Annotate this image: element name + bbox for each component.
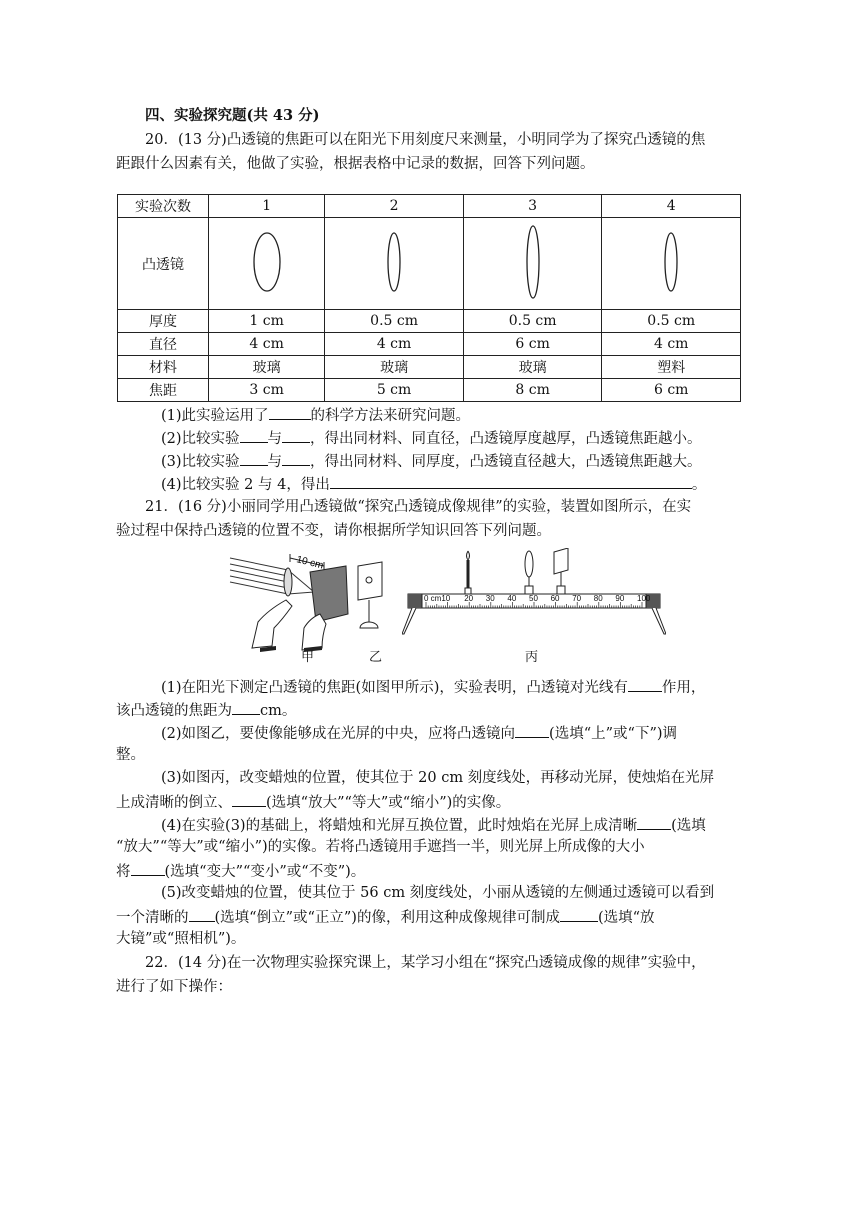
- row-thickness-label: 厚度: [118, 310, 209, 333]
- q20-intro-line1: 20．(13 分)凸透镜的焦距可以在阳光下用刻度尺来测量，小明同学为了探究凸透镜的焦: [145, 132, 706, 148]
- table-cell: 0.5 cm: [463, 310, 602, 333]
- row-focal-length-label: 焦距: [118, 379, 209, 402]
- q21-intro-line1: 21．(16 分)小丽同学用凸透镜做“探究凸透镜成像规律”的实验，装置如图所示，在实: [145, 499, 692, 515]
- experiment-table: [117, 194, 741, 402]
- q20-part4: [161, 473, 706, 495]
- q21-p5-text-d: (选填“放: [597, 910, 655, 926]
- q21-p4-text-b: (选填: [671, 818, 706, 834]
- figure-yi-lens-screen: [352, 560, 392, 636]
- q21-p4-text-e: (选填“变大”“变小”或“不变”)。: [164, 864, 366, 880]
- table-cell: 塑料: [602, 356, 741, 379]
- q21-part2-line1: [161, 722, 677, 744]
- q21-part4-line2: “放大”“等大”或“缩小”)的实像。若将凸透镜用手遮挡一半，则光屏上所成像的大小: [116, 839, 645, 855]
- lens-2-cell: [325, 218, 464, 310]
- table-cell: 4 cm: [602, 333, 741, 356]
- ruler-tick-label: 30: [485, 594, 495, 603]
- q20-p3-text-a: (3)比较实验: [161, 454, 240, 470]
- q21-part5-line2: [116, 906, 655, 928]
- table-cell: 0.5 cm: [602, 310, 741, 333]
- ruler-tick-label: 80: [593, 594, 603, 603]
- row-diameter-label: 直径: [118, 333, 209, 356]
- q22-intro-line1: 22．(14 分)在一次物理实验探究课上，某学习小组在“探究凸透镜成像的规律”实验中，: [145, 955, 706, 971]
- q20-part3: [161, 450, 702, 472]
- q21-p1-text-a: (1)在阳光下测定凸透镜的焦距(如图甲所示)，实验表明，凸透镜对光线有: [161, 680, 628, 696]
- table-cell: 6 cm: [602, 379, 741, 402]
- ruler-tick-label: 90: [615, 594, 625, 603]
- q21-p5-text-b: 一个清晰的: [116, 910, 189, 926]
- q20-p2-text-b: 与: [267, 431, 283, 447]
- table-cell: 3 cm: [209, 379, 325, 402]
- answer-blank[interactable]: [330, 473, 692, 489]
- lens-4-cell: [602, 218, 741, 310]
- answer-blank[interactable]: [637, 814, 671, 830]
- answer-blank[interactable]: [269, 404, 311, 420]
- lens-1-cell: [209, 218, 325, 310]
- table-lens-label: 凸透镜: [118, 218, 209, 310]
- q21-part1-line2: [116, 699, 296, 721]
- q20-part2: [161, 427, 702, 449]
- q21-intro-line2: 验过程中保持凸透镜的位置不变，请你根据所学知识回答下列问题。: [116, 523, 551, 539]
- answer-blank[interactable]: [232, 699, 260, 715]
- q21-part5-line3: 大镜”或“照相机”)。: [116, 931, 246, 947]
- answer-blank[interactable]: [240, 427, 268, 443]
- q21-p2-text-b: (选填“上”或“下”)调: [549, 726, 678, 742]
- answer-blank[interactable]: [232, 791, 266, 807]
- table-cell: 0.5 cm: [325, 310, 464, 333]
- table-col-2: 2: [325, 195, 464, 218]
- table-cell: 8 cm: [463, 379, 602, 402]
- table-cell: 4 cm: [209, 333, 325, 356]
- q21-p4-text-d: 将: [116, 864, 131, 880]
- q21-p3-text-b: 上成清晰的倒立、: [116, 795, 232, 811]
- table-header-label: 实验次数: [118, 195, 209, 218]
- ruler-tick-label: 70: [572, 594, 582, 603]
- row-material-label: 材料: [118, 356, 209, 379]
- ruler-tick-label: 20: [464, 594, 474, 603]
- q20-intro-line2: 距跟什么因素有关，他做了实验，根据表格中记录的数据，回答下列问题。: [116, 156, 595, 172]
- table-cell: 玻璃: [209, 356, 325, 379]
- figure-jia-sunlight-focus: [228, 552, 358, 652]
- q20-p1-text-a: (1)此实验运用了: [161, 408, 269, 424]
- q20-p1-text-b: 的科学方法来研究问题。: [310, 408, 471, 424]
- q20-part1: [161, 404, 470, 426]
- q21-p1-text-c: 该凸透镜的焦距为: [116, 703, 232, 719]
- section-title: 四、实验探究题(共 43 分): [145, 107, 320, 124]
- lens-3-cell: [463, 218, 602, 310]
- q21-part5-line1: (5)改变蜡烛的位置，使其位于 56 cm 刻度线处，小丽从透镜的左侧通过透镜可以看到: [161, 885, 715, 901]
- figure-label-yi: 乙: [369, 650, 383, 665]
- q21-p2-text-a: (2)如图乙，要使像能够成在光屏的中央，应将凸透镜向: [161, 726, 516, 742]
- q20-p2-text-c: ，得出同材料、同直径，凸透镜厚度越厚，凸透镜焦距越小。: [310, 431, 702, 447]
- q21-part3-line2: [116, 791, 510, 813]
- q20-p3-text-b: 与: [267, 454, 283, 470]
- q21-part1-line1: [161, 676, 705, 698]
- lens-4-icon: [651, 227, 691, 297]
- q20-p2-text-a: (2)比较实验: [161, 431, 240, 447]
- q21-p1-text-b: 作用，: [661, 680, 706, 696]
- table-col-1: 1: [209, 195, 325, 218]
- lens-3-icon: [513, 222, 553, 302]
- q22-intro-line2: 进行了如下操作：: [116, 979, 232, 995]
- table-cell: 玻璃: [463, 356, 602, 379]
- distance-label: 10 cm: [295, 554, 325, 572]
- lens-2-icon: [374, 227, 414, 297]
- q21-p5-text-c: (选填“倒立”或“正立”)的像，利用这种成像规律可制成: [214, 910, 560, 926]
- answer-blank[interactable]: [282, 427, 310, 443]
- q21-part4-line1: [161, 814, 706, 836]
- ruler-tick-label: 100: [637, 594, 651, 603]
- ruler-tick-label: 60: [550, 594, 560, 603]
- q21-part4-line3: [116, 860, 365, 882]
- table-cell: 5 cm: [325, 379, 464, 402]
- answer-blank[interactable]: [515, 722, 549, 738]
- table-cell: 1 cm: [209, 310, 325, 333]
- q21-p4-text-a: (4)在实验(3)的基础上，将蜡烛和光屏互换位置，此时烛焰在光屏上成清晰: [161, 818, 638, 834]
- ruler-tick-label: 0 cm10: [424, 594, 451, 603]
- answer-blank[interactable]: [560, 906, 598, 922]
- q20-p4-text-a: (4)比较实验 2 与 4，得出: [161, 477, 330, 493]
- q21-p1-text-d: cm。: [260, 703, 297, 719]
- answer-blank[interactable]: [131, 860, 165, 876]
- ruler-tick-label: 50: [529, 594, 538, 603]
- q21-part3-line1: (3)如图丙，改变蜡烛的位置，使其位于 20 cm 刻度线处，再移动光屏，使烛焰在光屏: [161, 770, 715, 786]
- table-cell: 玻璃: [325, 356, 464, 379]
- answer-blank[interactable]: [240, 450, 268, 466]
- table-col-3: 3: [463, 195, 602, 218]
- table-cell: 6 cm: [463, 333, 602, 356]
- figure-label-jia: 甲: [301, 650, 315, 665]
- answer-blank[interactable]: [282, 450, 310, 466]
- figure-label-bing: 丙: [525, 650, 539, 665]
- table-col-4: 4: [602, 195, 741, 218]
- table-cell: 4 cm: [325, 333, 464, 356]
- ruler-tick-label: 40: [507, 594, 517, 603]
- figure-bing-optical-bench: [402, 548, 666, 640]
- answer-blank[interactable]: [189, 906, 215, 922]
- q21-p3-text-c: (选填“放大”“等大”或“缩小”)的实像。: [266, 795, 511, 811]
- lens-1-icon: [247, 227, 287, 297]
- answer-blank[interactable]: [628, 676, 662, 692]
- q20-p4-text-b: 。: [691, 477, 707, 493]
- q21-part2-line2: 整。: [116, 747, 145, 763]
- q20-p3-text-c: ，得出同材料、同厚度，凸透镜直径越大，凸透镜焦距越大。: [310, 454, 702, 470]
